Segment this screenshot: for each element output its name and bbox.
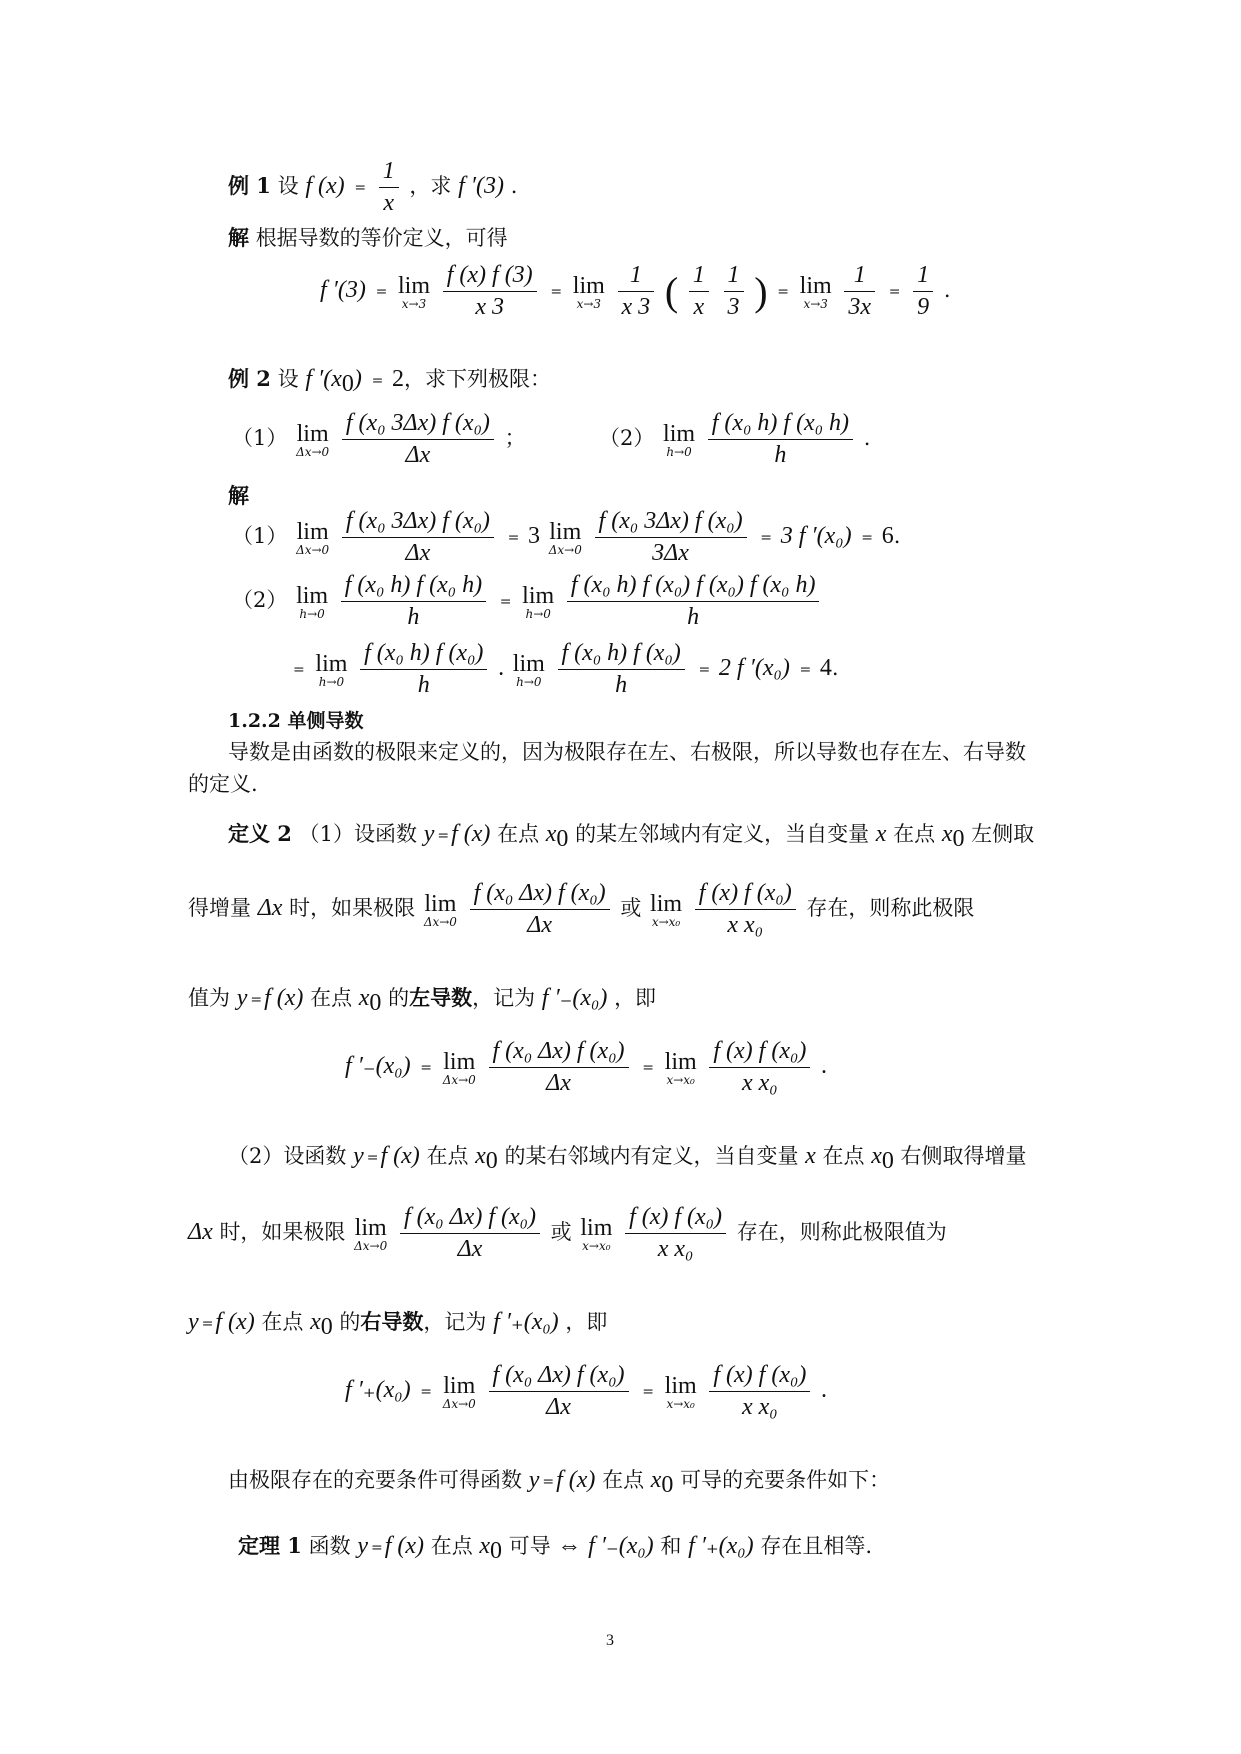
example-2-line: 例 2 设 f $'(x_0) = 2$，求下列极限： [228, 366, 551, 398]
limit: lim x→3 [398, 272, 431, 311]
left-derivative-equation: f ′₋(x₀) = lim Δx→0 $\frac{\text{f (x₀ Δx) f (x₀)}}{\Delta x}$ = lim x→x₀ $\frac{\text{f (x) f (x₀)}}{\text{x x₀}}$ . [345, 1038, 827, 1096]
equals-glyph: = [499, 593, 511, 610]
solution-2-part-2: （2） lim h→0 $\frac{\text{f (x₀ h) f (x₀ h)}}{h}$ = lim h→0 $\frac{\text{f (x₀ h) f (x₀) f (x₀) f (x₀ h)}}{h}$ [232, 572, 823, 631]
left-derivative-term: 左导数 [409, 985, 473, 1010]
page-number: 3 [606, 1632, 614, 1649]
fraction: $\frac{\text{f (x₀ 3Δx) f (x₀)}}{3\Delta x}$ [595, 508, 747, 567]
limit: lim x→x₀ [664, 1372, 697, 1411]
limit: lim x→x₀ [580, 1214, 613, 1253]
fraction: $\frac{\text{f (x₀ h) f (x₀)}}{h}$ [558, 640, 685, 699]
limit: lim Δx→0 [354, 1214, 388, 1253]
equals-glyph: = [642, 1059, 653, 1076]
limit: lim h→0 [296, 582, 329, 621]
fraction: $\frac{\text{f (x₀ h) f (x₀) f (x₀) f (x₀ h)}}{h}$ [567, 572, 820, 631]
close-paren: ) [754, 269, 768, 314]
fraction: $\frac{f (x) f (3)}{x 3}$ [443, 262, 537, 321]
solution-2-part-1: （1） lim Δx→0 $\frac{\text{f (x₀ 3Δx) f (x₀)}}{\Delta x}$ = 3 lim Δx→0 $\frac{\text{f (x₀ 3Δx) f (x₀)}}{3\Delta x}$ = 3 f ′(x₀) = 6. [232, 508, 901, 566]
equals-glyph: = [888, 283, 900, 300]
definition-2-line-3: 值为 y = f (x) 在点 $x_0$ 的左导数，记为 f ′₋(x₀) ，即 [188, 985, 657, 1017]
equals-glyph: = [375, 283, 387, 300]
definition-2-line-2: 得增量 Δx 时，如果极限 lim Δx→0 $\frac{\text{f (x₀ Δx) f (x₀)}}{\Delta x}$ 或 lim x→x₀ $\frac{\text{f (x) f (x₀)}}{\text{x x₀}}$ 存在，则称此极限 [188, 880, 975, 938]
example-1-end: . [510, 174, 518, 198]
fraction: $\frac{\text{f (x₀ Δx) f (x₀)}}{\Delta x}$ [489, 1038, 629, 1097]
example-1-label: 例 1 [228, 173, 271, 198]
equals-glyph: = [760, 529, 771, 546]
equals-glyph: = [777, 283, 788, 300]
equals-glyph: = [698, 661, 710, 678]
fraction: $\frac{\text{f (x₀ 3Δx) f (x₀)}}{\Delta x}$ [342, 410, 494, 469]
solution-2-part-2-cont: = lim h→0 $\frac{\text{f (x₀ h) f (x₀)}}{h}$ . lim h→0 $\frac{\text{f (x₀ h) f (x₀)}}{h}$ = 2 f ′(x₀) = 4. [293, 640, 839, 698]
fraction: $\frac{1}{x}$ [689, 262, 709, 321]
fraction: $\frac{1}{3x}$ [844, 262, 875, 321]
limit: lim x→x₀ [650, 890, 683, 929]
theorem-label: 定理 1 [238, 1533, 302, 1558]
fraction-denominator: x [383, 190, 395, 216]
definition-2-right-line-2: Δx 时，如果极限 lim Δx→0 $\frac{\text{f (x₀ Δx) f (x₀)}}{\Delta x}$ 或 lim x→x₀ $\frac{\text{f (x) f (x₀)}}{\text{x x₀}}$ 存在，则称此极限值为 [188, 1204, 947, 1262]
fraction: $\frac{\text{f (x₀ h) f (x₀ h)}}{h}$ [708, 410, 853, 469]
fraction: $\frac{\text{f (x₀ Δx) f (x₀)}}{\Delta x}$ [470, 880, 610, 939]
iff-symbol: ⇔ [557, 1533, 582, 1559]
limit: lim h→0 [512, 650, 545, 689]
fraction: $\frac{\text{f (x) f (x₀)}}{\text{x x₀}}$ [709, 1362, 810, 1421]
limit: lim x→3 [572, 272, 605, 311]
right-derivative-equation: f ′₊(x₀) = lim Δx→0 $\frac{\text{f (x₀ Δx) f (x₀)}}{\Delta x}$ = lim x→x₀ $\frac{\text{f (x) f (x₀)}}{\text{x x₀}}$ . [345, 1362, 827, 1420]
fraction: $\frac{1}{3}$ [724, 262, 744, 321]
definition-2-right-line-1: （2）设函数 y = f (x) 在点 $x_0$ 的某右邻域内有定义，当自变量 x 在点 $x_0$ 右侧取得增量 [228, 1143, 1027, 1175]
fraction: $\frac{\text{f (x) f (x₀)}}{\text{x x₀}}$ [625, 1204, 726, 1263]
limit: lim h→0 [315, 650, 348, 689]
fraction: $\frac{\text{f (x) f (x₀)}}{\text{x x₀}}$ [709, 1038, 810, 1097]
lhs: f ′(3) [320, 277, 366, 303]
solution-1-text: 根据导数的等价定义，可得 [255, 226, 508, 250]
equals-glyph: = [371, 372, 383, 389]
fraction: $\frac{\text{f (x) f (x₀)}}{\text{x x₀}}$ [695, 880, 796, 939]
fraction: $\frac{\text{f (x₀ 3Δx) f (x₀)}}{\Delta x}$ [342, 508, 494, 567]
example-2-label: 例 2 [228, 366, 271, 391]
limit: lim Δx→0 [296, 420, 330, 459]
right-derivative-term: 右导数 [360, 1309, 424, 1334]
equals-glyph: = [420, 1059, 431, 1076]
equals-glyph: = [642, 1383, 653, 1400]
fraction: $\frac{\text{f (x₀ h) f (x₀)}}{h}$ [360, 640, 487, 699]
limit: lim h→0 [522, 582, 555, 621]
example-1-pre: 设 [277, 174, 299, 198]
example-1-mid: ，求 [409, 174, 452, 198]
limit: lim x→x₀ [664, 1048, 697, 1087]
equals-glyph: = [293, 661, 304, 678]
fraction: $\frac{\text{f (x₀ Δx) f (x₀)}}{\Delta x}$ [489, 1362, 629, 1421]
solution-2-label-line: 解 [228, 483, 249, 508]
limit: lim Δx→0 [296, 518, 330, 557]
limit: lim Δx→0 [548, 518, 582, 557]
fraction-numerator: 1 [379, 158, 399, 188]
fraction: $\frac{1}{9}$ [913, 262, 933, 321]
equals-glyph: = [550, 283, 562, 300]
limit: lim h→0 [663, 420, 696, 459]
equals-glyph: = [799, 661, 811, 678]
example-1-fx: f (x) [305, 173, 345, 199]
example-1-fraction [379, 158, 399, 217]
example-1-target: f ′(3) [458, 173, 505, 199]
limit: lim Δx→0 [423, 890, 457, 929]
example-1-line [228, 158, 517, 217]
section-heading: 1.2.2 单侧导数 [228, 710, 364, 732]
definition-2-right-line-3: y = f (x) 在点 $x_0$ 的右导数，记为 f ′₊(x₀) ，即 [188, 1309, 608, 1341]
equals-glyph: = [507, 529, 519, 546]
theorem-1: 定理 1 函数 y = f (x) 在点 $x_0$ 可导 ⇔ f ′₋(x₀) 和 f ′₊(x₀) 存在且相等. [238, 1533, 873, 1565]
limit: lim Δx→0 [442, 1048, 476, 1087]
open-paren: ( [664, 269, 679, 314]
solution-1-equation: f ′(3) = lim x→3 $\frac{f (x) f (3)}{x 3}$ = lim x→3 $\frac{1}{x 3}$ ( $\frac{1}{x}$ $\frac{1}{3}$ ) = lim x→3 $\frac{1}{3x}$ = $\frac{1}{9}$ . [320, 262, 951, 320]
section-paragraph-line-2: 的定义. [188, 772, 258, 796]
equals-glyph: = [420, 1383, 431, 1400]
closing-paragraph: 由极限存在的充要条件可得函数 y = f (x) 在点 $x_0$ 可导的充要条件如下： [228, 1467, 891, 1499]
equals-glyph: = [354, 179, 366, 196]
limit: lim Δx→0 [442, 1372, 476, 1411]
fraction: $\frac{\text{f (x₀ h) f (x₀ h)}}{h}$ [341, 572, 486, 631]
solution-1-intro [228, 222, 508, 252]
definition-2-line-1: 定义 2 （1）设函数 y = f (x) 在点 $x_0$ 的某左邻域内有定义，当自变量 x 在点 $x_0$ 左侧取 [228, 821, 1035, 853]
section-paragraph-line-1: 导数是由函数的极限来定义的，因为极限存在左、右极限，所以导数也存在左、右导数 [228, 740, 1026, 764]
equals-glyph: = [861, 529, 873, 546]
fraction: $\frac{1}{x 3}$ [618, 262, 655, 321]
example-2-problems: （1） lim Δx→0 $\frac{\text{f (x₀ 3Δx) f (x₀)}}{\Delta x}$ ； （2） lim h→0 $\frac{\text{f (x₀ h) f (x₀ h)}}{h}$ . [232, 410, 871, 468]
limit: lim x→3 [799, 272, 832, 311]
solution-1-label: 解 [228, 225, 249, 250]
fraction: $\frac{\text{f (x₀ Δx) f (x₀)}}{\Delta x}$ [400, 1204, 540, 1263]
